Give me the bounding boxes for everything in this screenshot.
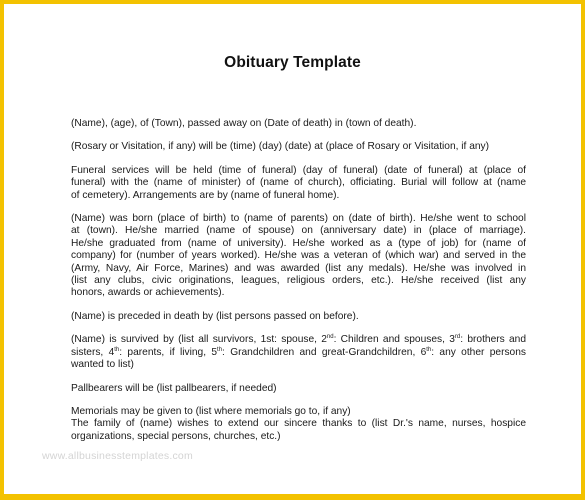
paragraph-funeral-services (71, 165, 526, 202)
paragraph-survived (71, 334, 526, 371)
text-fragment: : Children and spouses, 3 (333, 334, 455, 346)
text-fragment: (Name) is survived by (list all survivors, 1st: spouse, 2 (71, 334, 327, 346)
text-line: at (town). He/she married (name of spouse) on (anniversary date) in (place of marriage). (71, 225, 526, 237)
text-fragment: sisters, 4 (71, 346, 115, 358)
text-line: (Name) is preceded in death by (list persons passed on before). (71, 310, 359, 322)
text-line: of cemetery). Arrangements are by (name of funeral home). (71, 189, 340, 201)
paragraph-pallbearers (71, 383, 526, 395)
text-line (71, 334, 526, 346)
text-fragment: : brothers and (460, 334, 527, 346)
text-line: honors, awards or achievements). (71, 287, 225, 299)
ordinal-suffix: th (426, 346, 432, 353)
text-fragment: : parents, if living, 5 (119, 346, 218, 358)
text-fragment: : Grandchildren and great-Grandchildren, 6 (222, 346, 427, 358)
ordinal-suffix: th (114, 346, 120, 353)
ordinal-suffix: nd (326, 334, 334, 341)
text-line: Funeral services will be held (time of funeral) (day of funeral) (date of funeral) at (place of (71, 164, 526, 176)
text-line: (Army, Navy, Air Force, Marines) and was awarded (list any medals). He/she was involved in (71, 262, 526, 274)
text-line: (Rosary or Visitation, if any) will be (time) (day) (date) at (place of Rosary or Visitation, if any) (71, 141, 490, 153)
paragraph-biography (71, 213, 526, 300)
ordinal-suffix: th (217, 346, 223, 353)
watermark-text: www.allbusinesstemplates.com (42, 450, 193, 462)
text-line: (Name) was born (place of birth) to (name of parents) on (date of birth). He/she went to school (71, 213, 526, 225)
text-line: (Name), (age), of (Town), passed away on (Date of death) in (town of death). (71, 118, 417, 129)
text-line: He/she graduated from (name of university). He/she worked as a (type of job) for (name of (71, 237, 526, 249)
ordinal-suffix: rd (454, 334, 461, 341)
text-fragment: : any other persons (431, 346, 526, 358)
text-line: wanted to list) (71, 359, 134, 371)
paragraph-rosary (71, 141, 526, 153)
document-body (71, 118, 526, 443)
text-line: funeral) with the (name of minister) of (name of church), officiating. Burial will follow at (name (71, 177, 526, 189)
paragraph-memorials (71, 406, 526, 443)
text-line: (list any clubs, civic originations, leagues, religious orders, etc.). He/she received (list any (71, 275, 526, 287)
text-line: The family of (name) wishes to extend our sincere thanks to (list Dr.'s name, nurses, hospice (71, 418, 526, 430)
text-line (71, 347, 526, 359)
document-title: Obituary Template (224, 54, 361, 71)
text-line: Memorials may be given to (list where memorials go to, if any) (71, 405, 351, 417)
text-line: Pallbearers will be (list pallbearers, if needed) (71, 382, 277, 394)
text-line: company) for (number of years worked). He/she was a veteran of (which war) and served in the (71, 250, 526, 262)
text-line: organizations, special persons, churches, etc.) (71, 430, 281, 442)
paragraph-preceded (71, 311, 526, 323)
paragraph-death-notice (71, 118, 526, 130)
